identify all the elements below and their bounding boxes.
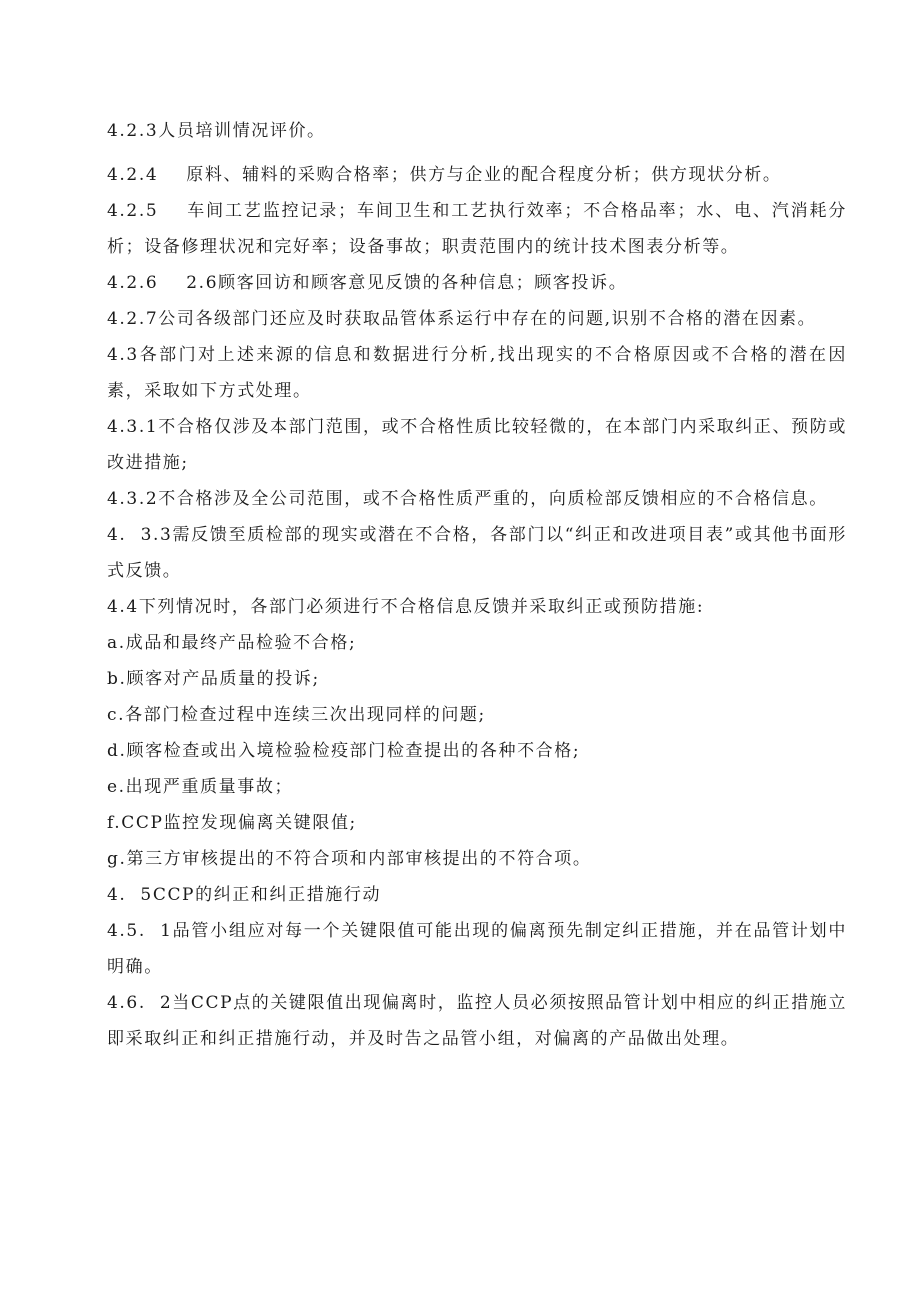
document-body xyxy=(107,113,847,1057)
list-item-d: d.顾客检查或出入境检验检疫部门检查提出的各种不合格; xyxy=(107,741,581,761)
paragraph-4-4: 4.4下列情况时，各部门必须进行不合格信息反馈并采取纠正或预防措施: xyxy=(107,597,705,617)
paragraph-4-3-1: 4.3.1不合格仅涉及本部门范围，或不合格性质比较轻微的，在本部门内采取纠正、预防或改进措施; xyxy=(107,417,847,473)
paragraph-4-3-3: 4. 3.3需反馈至质检部的现实或潜在不合格，各部门以“纠正和改进项目表”或其他书面形式反馈。 xyxy=(107,525,847,581)
list-item-a: a.成品和最终产品检验不合格; xyxy=(107,633,357,653)
paragraph-4-3: 4.3各部门对上述来源的信息和数据进行分析,找出现实的不合格原因或不合格的潜在因素，采取如下方式处理。 xyxy=(107,345,847,401)
paragraph-4-5-1: 4.5. 1品管小组应对每一个关键限值可能出现的偏离预先制定纠正措施，并在品管计划中明确。 xyxy=(107,921,847,977)
paragraph-4-3-2: 4.3.2不合格涉及全公司范围，或不合格性质严重的，向质检部反馈相应的不合格信息。 xyxy=(107,489,828,509)
paragraph-4-2-5: 4.2.5 车间工艺监控记录；车间卫生和工艺执行效率；不合格品率；水、电、汽消耗分析；设备修理状况和完好率；设备事故；职责范围内的统计技术图表分析等。 xyxy=(107,201,847,257)
paragraph-4-2-4: 4.2.4 原料、辅料的采购合格率；供方与企业的配合程度分析；供方现状分析。 xyxy=(107,165,782,185)
list-item-b: b.顾客对产品质量的投诉; xyxy=(107,669,320,689)
paragraph-4-2-3: 4.2.3人员培训情况评价。 xyxy=(107,121,326,141)
paragraph-4-2-7: 4.2.7公司各级部门还应及时获取品管体系运行中存在的问题,识别不合格的潜在因素。 xyxy=(107,309,817,329)
list-item-c: c.各部门检查过程中连续三次出现同样的问题; xyxy=(107,705,486,725)
list-item-f: f.CCP监控发现偏离关键限值; xyxy=(107,813,357,833)
paragraph-4-2-6: 4.2.6 2.6顾客回访和顾客意见反馈的各种信息；顾客投诉。 xyxy=(107,273,628,293)
section-heading-4-5: 4. 5CCP的纠正和纠正措施行动 xyxy=(107,885,382,905)
list-item-g: g.第三方审核提出的不符合项和内部审核提出的不符合项。 xyxy=(107,849,592,869)
paragraph-4-6-2: 4.6. 2当CCP点的关键限值出现偏离时，监控人员必须按照品管计划中相应的纠正措施立即采取纠正和纠正措施行动，并及时告之品管小组，对偏离的产品做出处理。 xyxy=(107,993,847,1049)
list-item-e: e.出现严重质量事故； xyxy=(107,777,294,797)
